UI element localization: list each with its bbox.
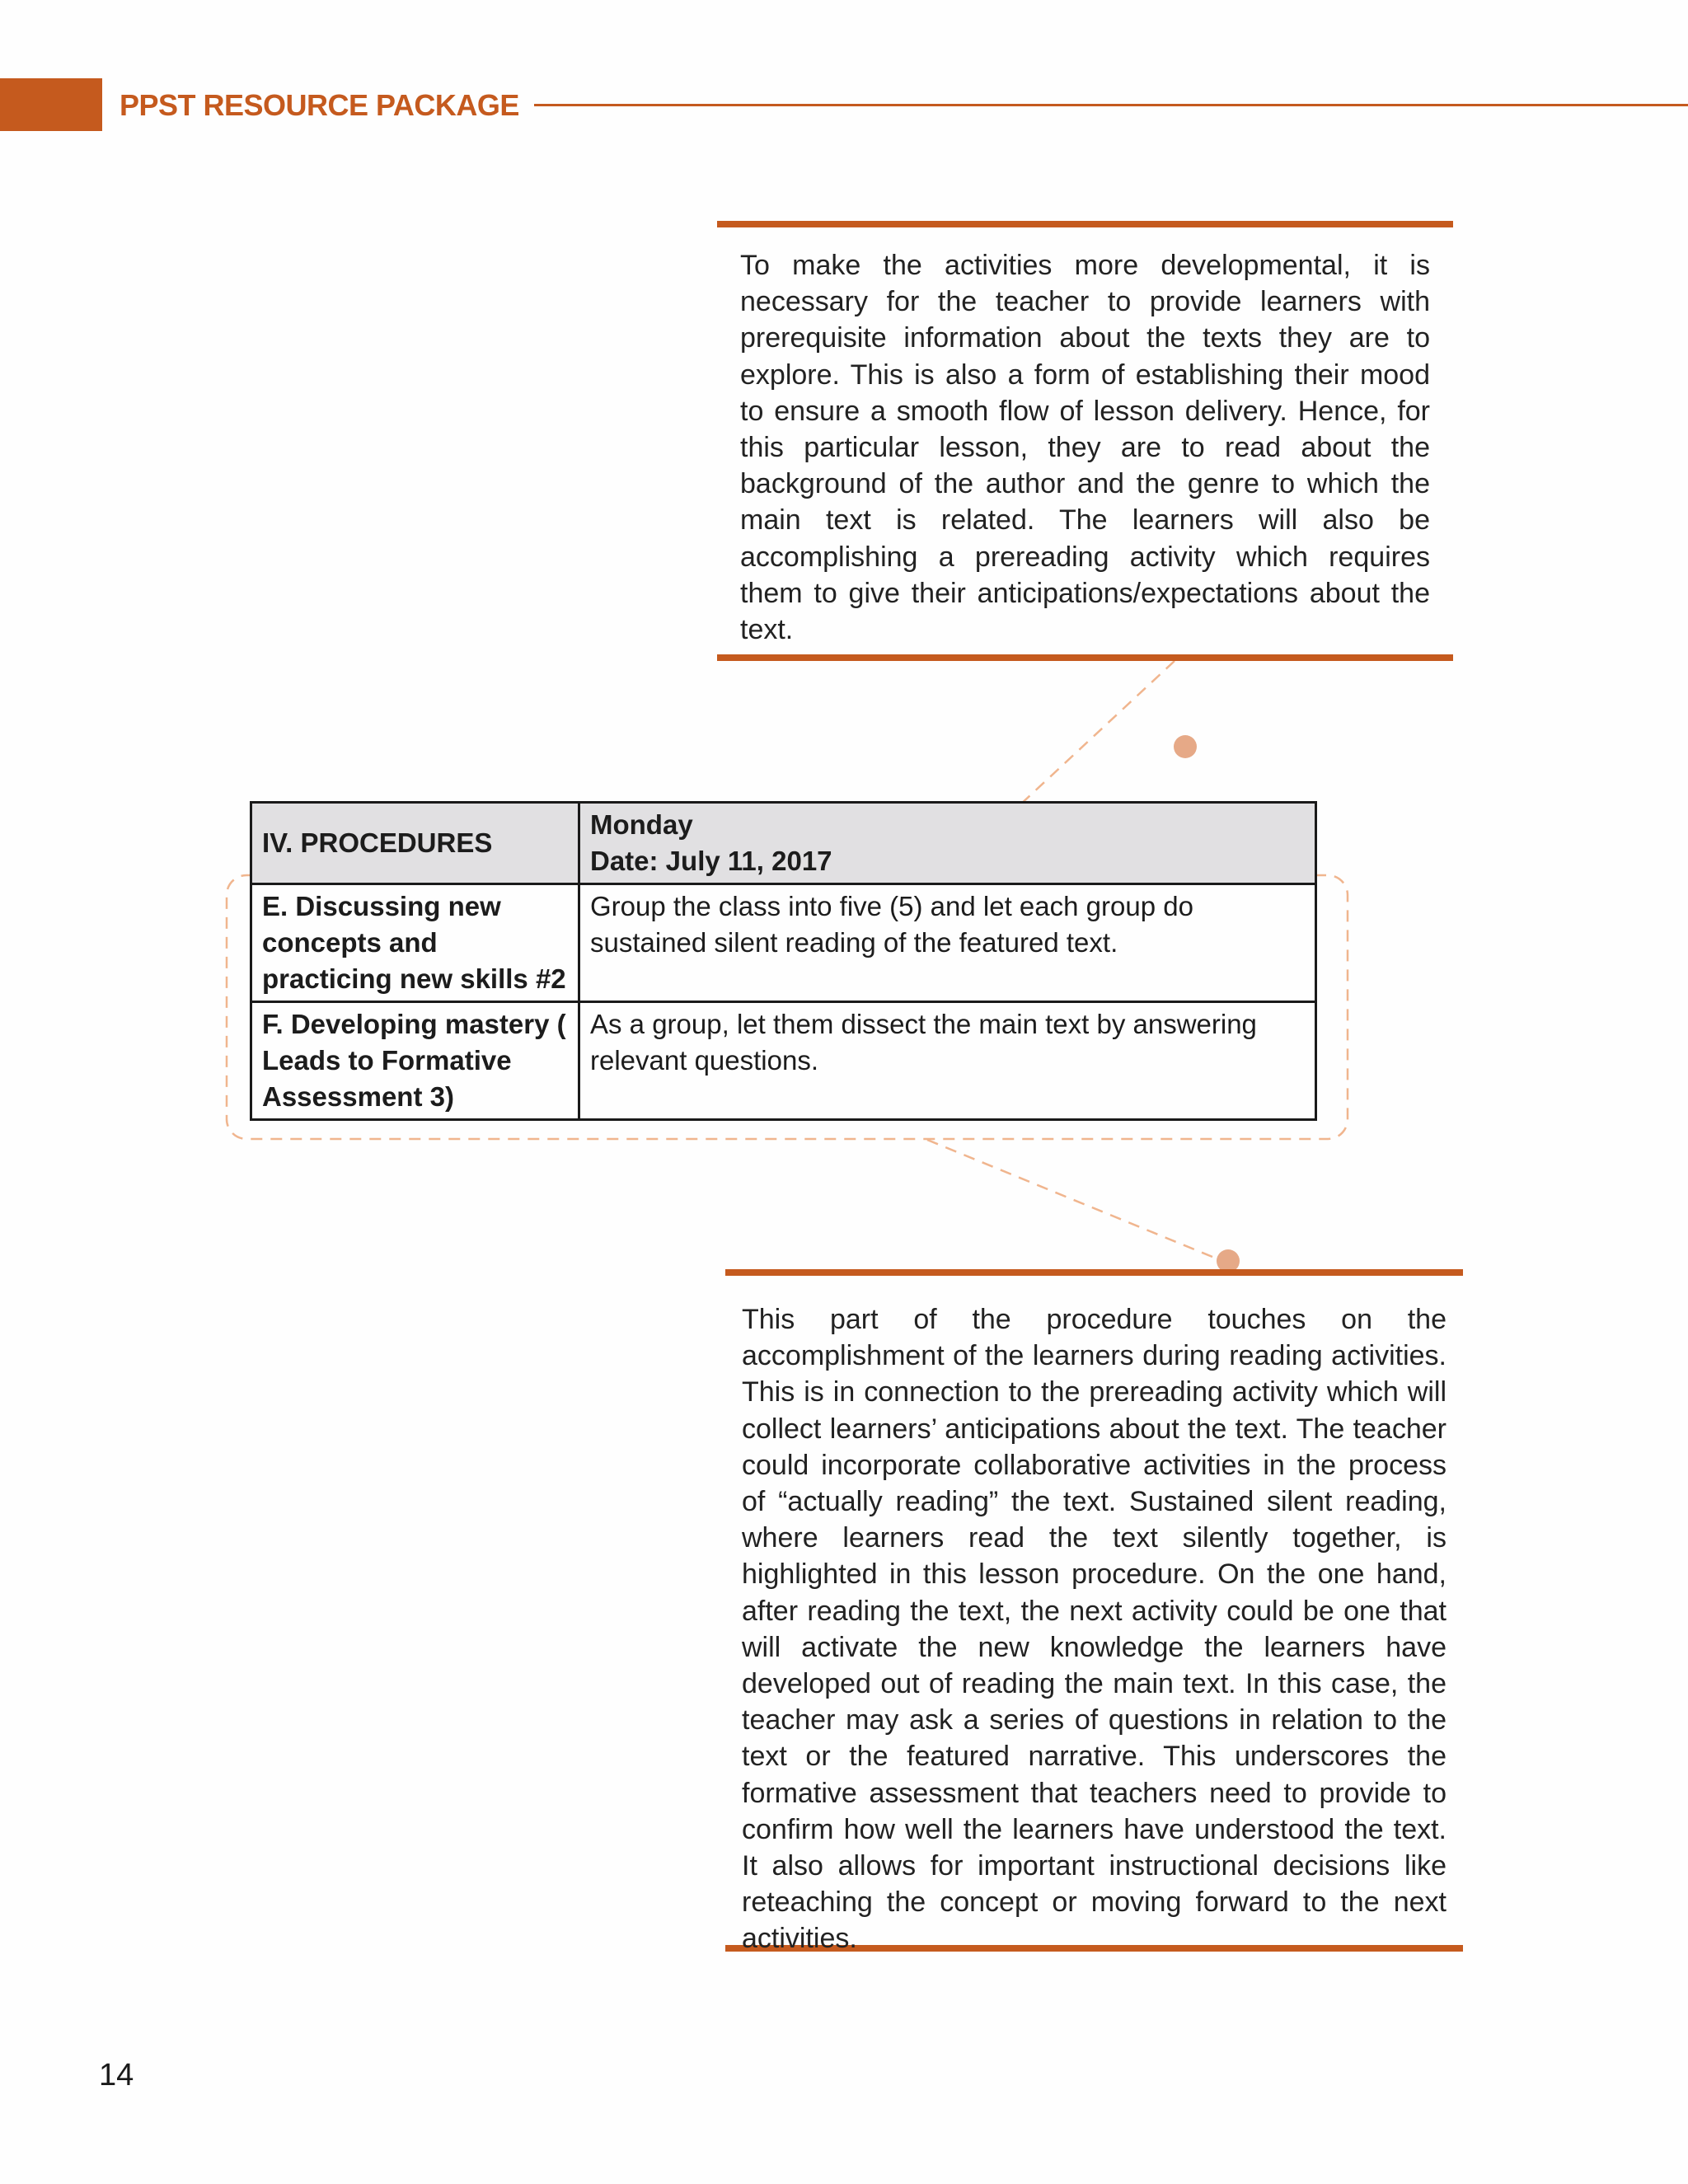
callout-text: To make the activities more developmental, it is necessary for the teacher to provide learners with prerequisite information about the texts they are to explore. This is also a form of establishing their mood to ensure a smooth flow of lesson delivery. Hence, for this particular lesson, they are to read about the background of the author and the genre to which the main text is related. The learners will also be accomplishing a prereading activity which requires them to give their anticipations/expectations about the text. — [740, 250, 1430, 646]
row-content: As a group, let them dissect the main text by answering relevant questions. — [579, 1002, 1316, 1120]
callout-prerequisite-info — [717, 221, 1453, 661]
connector-dot-top — [1174, 735, 1197, 758]
procedures-table — [250, 801, 1317, 1121]
page-number: 14 — [99, 2058, 134, 2093]
header-accent-block — [0, 78, 102, 131]
table-row — [251, 1002, 1316, 1120]
day-date-cell — [579, 803, 1316, 884]
row-label: F. Developing mastery ( Leads to Formative Assessment 3) — [251, 1002, 579, 1120]
header-rule — [534, 104, 1688, 106]
callout-during-reading — [725, 1269, 1463, 1955]
connector-line-bottom — [927, 1140, 1226, 1263]
callout-text: This part of the procedure touches on the accomplishment of the learners during reading activities. This is in connection to the prereading activity which will collect learners’ anticipations about the text. The teacher could incorporate collaborative activities in the process of “actually reading” the text. Sustained silent reading, where learners read the text silently together, is highlighted in this lesson procedure. On the one hand, after reading the text, the next activity could be one that will activate the new knowledge the learners have developed out of reading the main text. In this case, the teacher may ask a series of questions in relation to the text or the featured narrative. This underscores the formative assessment that teachers need to provide to confirm how well the learners have understood the text. It also allows for important instructional decisions like reteaching the concept or moving forward to the next activities. — [742, 1304, 1447, 1955]
row-label: E. Discussing new concepts and practicing new skills #2 — [251, 884, 579, 1002]
table-header-row — [251, 803, 1316, 884]
procedures-heading: IV. PROCEDURES — [251, 803, 579, 884]
date-label: Date: July 11, 2017 — [590, 846, 832, 876]
table-row — [251, 884, 1316, 1002]
day-label: Monday — [590, 809, 693, 840]
header-title: PPST RESOURCE PACKAGE — [120, 88, 519, 122]
row-content: Group the class into five (5) and let each group do sustained silent reading of the featured text. — [579, 884, 1316, 1002]
